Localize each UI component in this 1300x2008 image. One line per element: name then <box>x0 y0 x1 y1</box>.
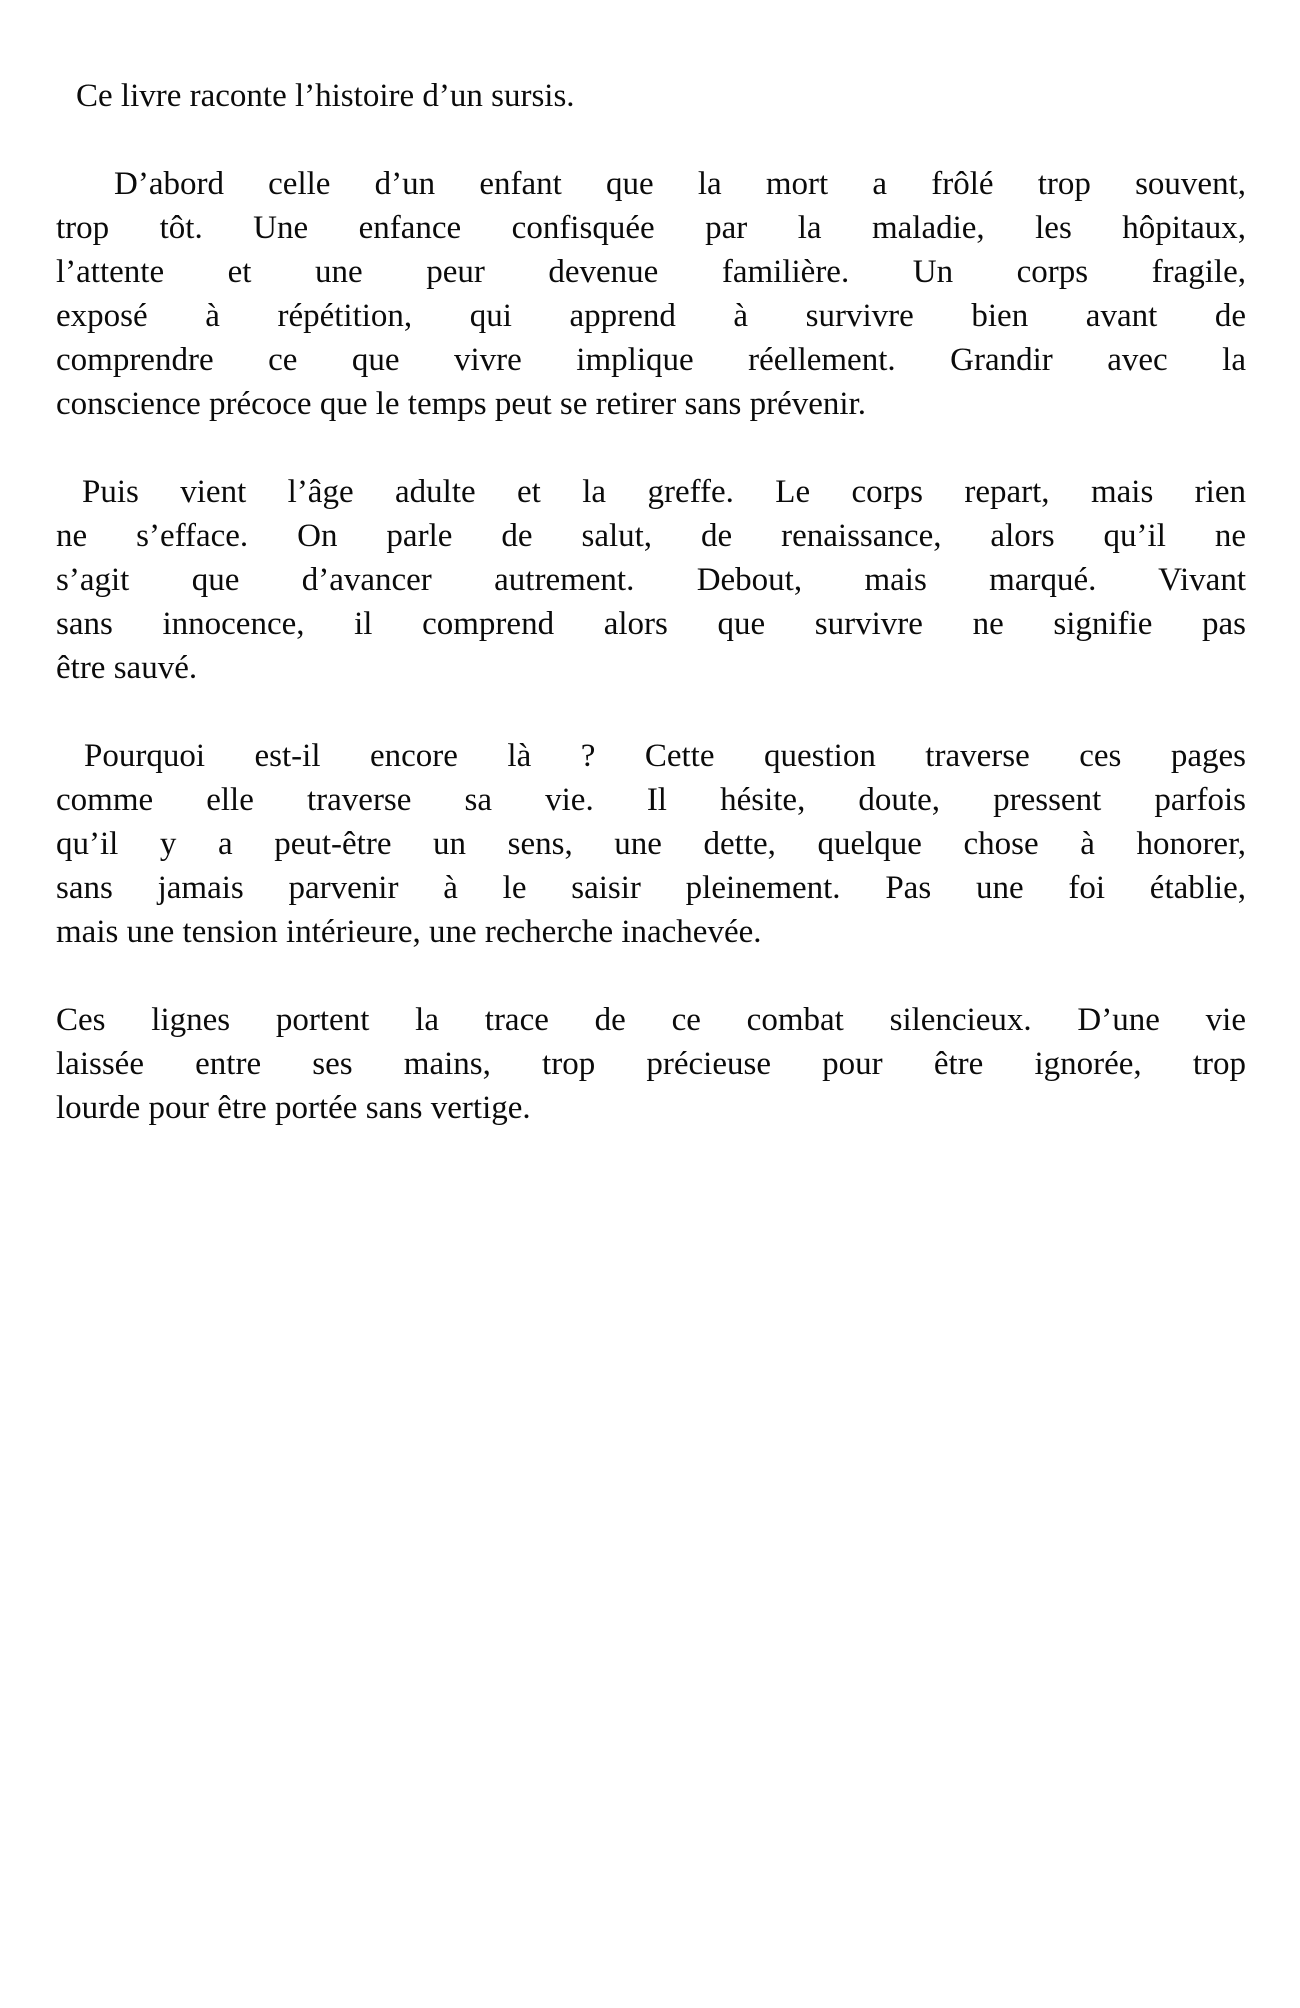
text-line: s’agit que d’avancer autrement. Debout, mais marqué. Vivant <box>56 562 1246 598</box>
text-line: D’abord celle d’un enfant que la mort a frôlé trop souvent, <box>114 166 1246 202</box>
text-line: être sauvé. <box>56 650 198 686</box>
text-line: mais une tension intérieure, une recherche inachevée. <box>56 914 762 950</box>
text-line: ne s’efface. On parle de salut, de renaissance, alors qu’il ne <box>56 518 1246 554</box>
text-line: Ces lignes portent la trace de ce combat silencieux. D’une vie <box>56 1002 1246 1038</box>
text-line: Pourquoi est-il encore là ? Cette question traverse ces pages <box>84 738 1246 774</box>
paragraph-2 <box>56 162 1246 426</box>
paragraph-3 <box>56 470 1246 690</box>
text-line: l’attente et une peur devenue familière. Un corps fragile, <box>56 254 1246 290</box>
text-line: comprendre ce que vivre implique réellement. Grandir avec la <box>56 342 1246 378</box>
text-line: conscience précoce que le temps peut se retirer sans prévenir. <box>56 386 866 422</box>
page-text <box>56 74 1246 1130</box>
paragraph-1 <box>56 74 1246 118</box>
paragraph-5 <box>56 998 1246 1130</box>
text-line: lourde pour être portée sans vertige. <box>56 1090 531 1126</box>
text-line: laissée entre ses mains, trop précieuse pour être ignorée, trop <box>56 1046 1246 1082</box>
text-line: trop tôt. Une enfance confisquée par la maladie, les hôpitaux, <box>56 210 1246 246</box>
text-line: sans jamais parvenir à le saisir pleinement. Pas une foi établie, <box>56 870 1246 906</box>
text-line: comme elle traverse sa vie. Il hésite, doute, pressent parfois <box>56 782 1246 818</box>
text-line: Ce livre raconte l’histoire d’un sursis. <box>76 78 575 114</box>
text-line: exposé à répétition, qui apprend à survivre bien avant de <box>56 298 1246 334</box>
text-line: Puis vient l’âge adulte et la greffe. Le corps repart, mais rien <box>82 474 1246 510</box>
text-line: sans innocence, il comprend alors que survivre ne signifie pas <box>56 606 1246 642</box>
text-line: qu’il y a peut-être un sens, une dette, quelque chose à honorer, <box>56 826 1246 862</box>
paragraph-4 <box>56 734 1246 954</box>
